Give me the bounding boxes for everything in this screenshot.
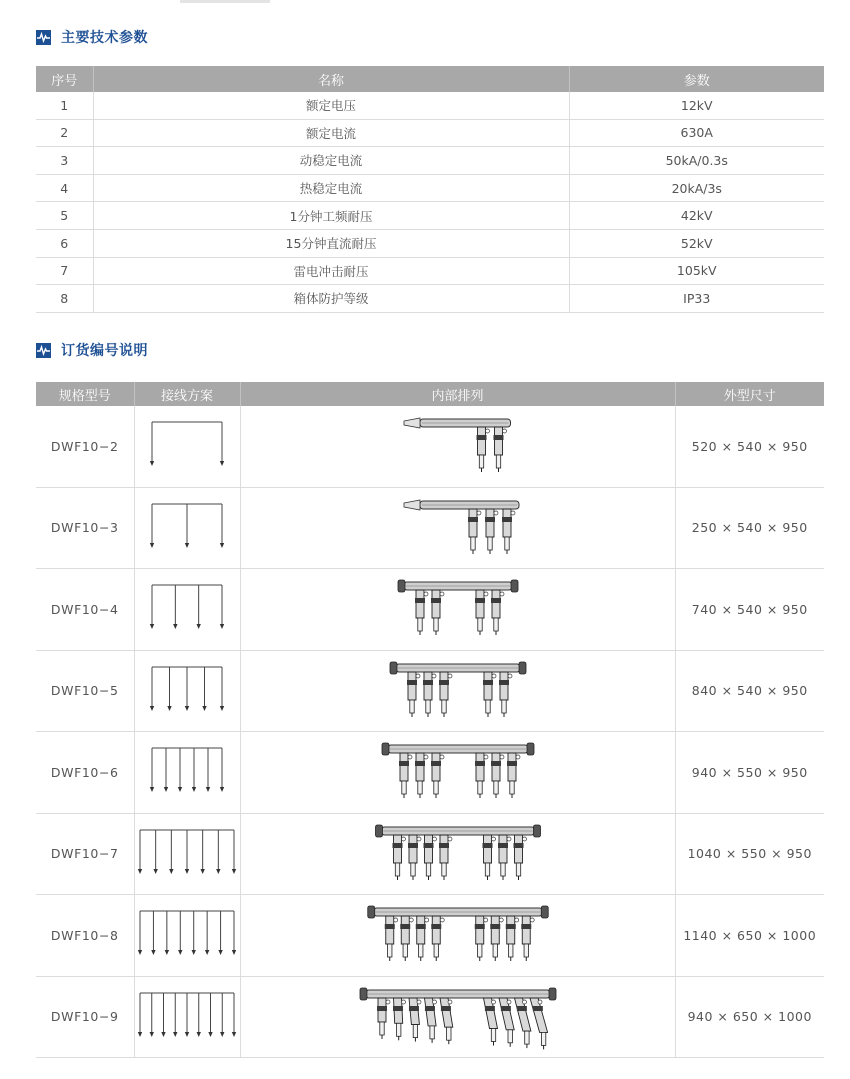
- order-header-model: 规格型号: [36, 382, 134, 406]
- feeder-arrow: [220, 748, 224, 792]
- layout-svg: [358, 654, 558, 728]
- table-row: [36, 813, 824, 895]
- layout-drawing: [240, 976, 675, 1058]
- feeder-arrow: [178, 748, 182, 792]
- feeder-arrow: [218, 911, 222, 955]
- table-row: [36, 229, 824, 257]
- wiring-svg: [136, 826, 238, 882]
- order-header-dims: 外型尺寸: [675, 382, 824, 406]
- bushing: [408, 998, 420, 1042]
- bushing: [415, 753, 428, 798]
- params-table: [36, 66, 824, 313]
- order-header-wiring: 接线方案: [134, 382, 240, 406]
- bushing: [431, 753, 444, 798]
- feeder-arrow: [206, 748, 210, 792]
- top-decoration: [180, 0, 270, 3]
- model-code: DWF10−7: [36, 813, 134, 895]
- dimensions: 740 × 540 × 950: [675, 569, 824, 651]
- param-value: 52kV: [569, 229, 824, 257]
- bushing: [513, 835, 526, 880]
- bushing: [498, 835, 511, 880]
- feeder-arrow: [165, 911, 169, 955]
- bushing: [392, 835, 405, 880]
- bushing: [521, 916, 534, 961]
- table-row: [36, 119, 824, 147]
- bushing: [415, 916, 428, 961]
- bushing: [407, 672, 420, 717]
- dimensions: 1140 × 650 × 1000: [675, 895, 824, 977]
- bushing: [482, 835, 495, 880]
- table-row: [36, 732, 824, 814]
- layout-drawing: [240, 895, 675, 977]
- param-name: 额定电压: [93, 92, 569, 119]
- params-title: 主要技术参数: [61, 30, 148, 46]
- param-name: 1分钟工频耐压: [93, 202, 569, 230]
- wiring-diagram: [134, 650, 240, 732]
- table-row: [36, 174, 824, 202]
- param-name: 15分钟直流耐压: [93, 229, 569, 257]
- param-value: 20kA/3s: [569, 174, 824, 202]
- order-table: [36, 382, 824, 1058]
- bushing: [423, 672, 436, 717]
- bushing: [439, 835, 452, 880]
- bushing: [474, 916, 487, 961]
- model-code: DWF10−3: [36, 487, 134, 569]
- layout-svg: [358, 898, 558, 972]
- layout-drawing: [240, 732, 675, 814]
- param-index: 4: [36, 174, 93, 202]
- params-header-name: 名称: [93, 66, 569, 92]
- param-value: 42kV: [569, 202, 824, 230]
- feeder-arrow: [220, 504, 224, 548]
- feeder-arrow: [220, 422, 224, 466]
- waveform-icon: [36, 343, 51, 358]
- feeder-arrow: [185, 830, 189, 874]
- bushing: [483, 998, 497, 1046]
- bushing: [392, 998, 405, 1040]
- bushing: [475, 590, 488, 635]
- wiring-svg: [148, 418, 226, 474]
- bushing: [415, 590, 428, 635]
- param-value: 630A: [569, 119, 824, 147]
- param-index: 8: [36, 285, 93, 313]
- bushing: [499, 672, 512, 717]
- busbar: [360, 988, 556, 1000]
- feeder-arrow: [173, 585, 177, 629]
- feeder-arrow: [153, 830, 157, 874]
- bushing: [485, 509, 498, 554]
- param-name: 额定电流: [93, 119, 569, 147]
- feeder-arrow: [178, 911, 182, 955]
- layout-svg: [358, 572, 558, 646]
- layout-svg: [358, 980, 558, 1054]
- layout-drawing: [240, 813, 675, 895]
- busbar: [367, 906, 548, 918]
- model-code: DWF10−2: [36, 406, 134, 487]
- table-row: [36, 285, 824, 313]
- model-code: DWF10−8: [36, 895, 134, 977]
- order-section-title: [36, 340, 148, 360]
- bushing: [408, 835, 421, 880]
- feeder-arrow: [192, 911, 196, 955]
- model-code: DWF10−4: [36, 569, 134, 651]
- layout-svg: [358, 817, 558, 891]
- dimensions: 250 × 540 × 950: [675, 487, 824, 569]
- param-name: 热稳定电流: [93, 174, 569, 202]
- feeder-arrow: [185, 993, 189, 1037]
- feeder-arrow: [197, 993, 201, 1037]
- layout-drawing: [240, 650, 675, 732]
- feeder-arrow: [220, 993, 224, 1037]
- model-code: DWF10−9: [36, 976, 134, 1058]
- feeder-arrow: [205, 911, 209, 955]
- bushing: [490, 916, 503, 961]
- feeder-arrow: [220, 667, 224, 711]
- bushing: [400, 916, 413, 961]
- model-code: DWF10−5: [36, 650, 134, 732]
- wiring-diagram: [134, 813, 240, 895]
- bushing: [505, 916, 518, 961]
- feeder-arrow: [138, 911, 142, 955]
- params-header-index: 序号: [36, 66, 93, 92]
- param-index: 5: [36, 202, 93, 230]
- bushing: [499, 998, 514, 1047]
- param-index: 3: [36, 147, 93, 175]
- bushing: [493, 427, 506, 472]
- bushing: [475, 753, 488, 798]
- layout-svg: [358, 735, 558, 809]
- table-row: [36, 569, 824, 651]
- feeder-arrow: [232, 911, 236, 955]
- feeder-arrow: [185, 504, 189, 548]
- layout-drawing: [240, 406, 675, 487]
- bushing: [399, 753, 412, 798]
- bushing: [423, 835, 436, 880]
- bushing: [483, 672, 496, 717]
- bushing: [491, 590, 504, 635]
- feeder-arrow: [232, 993, 236, 1037]
- table-row: [36, 895, 824, 977]
- bushing: [502, 509, 515, 554]
- wiring-diagram: [134, 406, 240, 487]
- param-value: 105kV: [569, 257, 824, 285]
- wiring-svg: [148, 663, 226, 719]
- wiring-svg: [136, 989, 238, 1045]
- busbar: [404, 418, 511, 428]
- order-header-layout: 内部排列: [240, 382, 675, 406]
- wiring-diagram: [134, 569, 240, 651]
- dimensions: 940 × 550 × 950: [675, 732, 824, 814]
- order-header-row: [36, 382, 824, 406]
- bushing: [507, 753, 520, 798]
- params-section-title: [36, 27, 148, 47]
- feeder-arrow: [150, 748, 154, 792]
- table-row: [36, 257, 824, 285]
- param-index: 2: [36, 119, 93, 147]
- bushing: [431, 916, 444, 961]
- layout-svg: [358, 409, 558, 483]
- table-row: [36, 147, 824, 175]
- order-title: 订货编号说明: [61, 343, 148, 359]
- feeder-arrow: [161, 993, 165, 1037]
- layout-svg: [358, 491, 558, 565]
- bushing: [384, 916, 397, 961]
- params-header-row: [36, 66, 824, 92]
- feeder-arrow: [169, 830, 173, 874]
- feeder-arrow: [185, 667, 189, 711]
- layout-drawing: [240, 569, 675, 651]
- table-row: [36, 202, 824, 230]
- param-index: 6: [36, 229, 93, 257]
- bushing: [439, 672, 452, 717]
- wiring-svg: [136, 907, 238, 963]
- feeder-arrow: [200, 830, 204, 874]
- feeder-arrow: [150, 504, 154, 548]
- busbar: [404, 500, 519, 510]
- table-row: [36, 92, 824, 119]
- feeder-arrow: [150, 667, 154, 711]
- params-header-value: 参数: [569, 66, 824, 92]
- param-index: 7: [36, 257, 93, 285]
- table-row: [36, 650, 824, 732]
- table-row: [36, 487, 824, 569]
- wiring-diagram: [134, 976, 240, 1058]
- param-index: 1: [36, 92, 93, 119]
- dimensions: 940 × 650 × 1000: [675, 976, 824, 1058]
- wiring-diagram: [134, 487, 240, 569]
- feeder-arrow: [232, 830, 236, 874]
- param-value: IP33: [569, 285, 824, 313]
- feeder-arrow: [202, 667, 206, 711]
- bushing: [424, 998, 436, 1043]
- bushing: [468, 509, 481, 554]
- bushing: [514, 998, 530, 1048]
- wiring-diagram: [134, 732, 240, 814]
- model-code: DWF10−6: [36, 732, 134, 814]
- feeder-arrow: [167, 667, 171, 711]
- table-row: [36, 406, 824, 487]
- feeder-arrow: [138, 830, 142, 874]
- dimensions: 840 × 540 × 950: [675, 650, 824, 732]
- wiring-svg: [148, 500, 226, 556]
- wiring-diagram: [134, 895, 240, 977]
- param-name: 雷电冲击耐压: [93, 257, 569, 285]
- feeder-arrow: [196, 585, 200, 629]
- feeder-arrow: [173, 993, 177, 1037]
- bushing: [476, 427, 489, 472]
- dimensions: 1040 × 550 × 950: [675, 813, 824, 895]
- bushing: [431, 590, 444, 635]
- feeder-arrow: [164, 748, 168, 792]
- bushing: [377, 998, 390, 1039]
- feeder-arrow: [150, 585, 154, 629]
- param-value: 12kV: [569, 92, 824, 119]
- feeder-arrow: [208, 993, 212, 1037]
- table-row: [36, 976, 824, 1058]
- layout-drawing: [240, 487, 675, 569]
- param-name: 动稳定电流: [93, 147, 569, 175]
- feeder-arrow: [220, 585, 224, 629]
- bushing: [491, 753, 504, 798]
- feeder-arrow: [192, 748, 196, 792]
- param-value: 50kA/0.3s: [569, 147, 824, 175]
- feeder-arrow: [138, 993, 142, 1037]
- feeder-arrow: [150, 422, 154, 466]
- feeder-arrow: [151, 911, 155, 955]
- bushing: [530, 998, 548, 1049]
- param-name: 箱体防护等级: [93, 285, 569, 313]
- bushing: [440, 998, 453, 1044]
- wiring-svg: [148, 744, 226, 800]
- wiring-svg: [148, 581, 226, 637]
- waveform-icon: [36, 30, 51, 45]
- feeder-arrow: [216, 830, 220, 874]
- dimensions: 520 × 540 × 950: [675, 406, 824, 487]
- feeder-arrow: [150, 993, 154, 1037]
